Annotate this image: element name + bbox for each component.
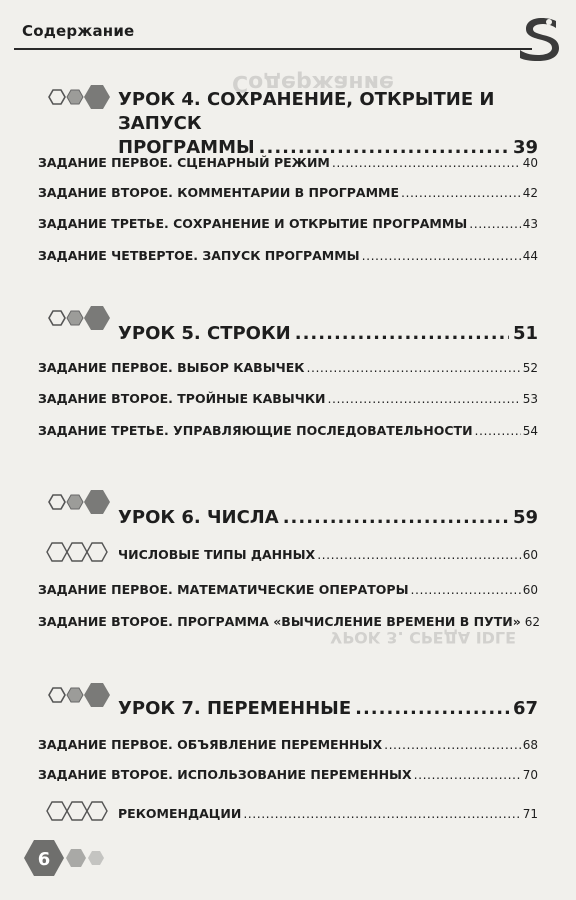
toc-entry[interactable] [38, 155, 538, 170]
entry-page-number: 71 [522, 807, 538, 821]
leader-dots [307, 360, 521, 375]
leader-dots [355, 697, 509, 721]
lesson-title: УРОК 6. ЧИСЛА [118, 507, 279, 528]
s-logo-icon [512, 12, 562, 62]
lesson-title-row [118, 322, 538, 346]
entry-title: ЗАДАНИЕ ПЕРВОЕ. ОБЪЯВЛЕНИЕ ПЕРЕМЕННЫХ [38, 737, 383, 752]
toc-entry[interactable] [38, 391, 538, 406]
entry-page-number: 62 [524, 615, 541, 629]
lesson-title-row [118, 697, 538, 721]
hexagon-outline-icon [44, 796, 110, 826]
lesson-page-number: 51 [512, 323, 538, 344]
toc-entry[interactable] [38, 582, 538, 597]
hexagon-cluster-icon [46, 303, 112, 333]
lesson-5-heading [118, 322, 538, 346]
entry-title: ЗАДАНИЕ ВТОРОЕ. ТРОЙНЫЕ КАВЫЧКИ [38, 391, 326, 406]
entry-title: РЕКОМЕНДАЦИИ [118, 806, 242, 821]
toc-entry[interactable] [38, 737, 538, 752]
lesson-6-heading [118, 506, 538, 530]
entry-page-number: 60 [522, 548, 538, 562]
entry-title: ЗАДАНИЕ ТРЕТЬЕ. СОХРАНЕНИЕ И ОТКРЫТИЕ ПРОГРАММЫ [38, 216, 468, 231]
leader-dots [328, 391, 521, 406]
toc-entry[interactable] [38, 360, 538, 375]
toc-entry[interactable] [38, 248, 538, 263]
lesson-title: УРОК 7. ПЕРЕМЕННЫЕ [118, 698, 352, 719]
toc-entry[interactable] [38, 185, 538, 200]
leader-dots [295, 322, 509, 346]
page-number: 6 [37, 849, 51, 870]
entry-title: ЗАДАНИЕ ВТОРОЕ. ИСПОЛЬЗОВАНИЕ ПЕРЕМЕННЫХ [38, 767, 412, 782]
entry-title: ЧИСЛОВЫЕ ТИПЫ ДАННЫХ [118, 547, 316, 562]
entry-page-number: 43 [522, 217, 538, 231]
entry-page-number: 44 [522, 249, 538, 263]
entry-page-number: 54 [522, 424, 538, 438]
leader-dots [401, 185, 521, 200]
show-through-text: Содержание [232, 70, 394, 95]
entry-title: ЗАДАНИЕ ВТОРОЕ. ПРОГРАММА «ВЫЧИСЛЕНИЕ ВРЕМЕНИ В ПУТИ» [38, 614, 521, 629]
leader-dots [469, 216, 520, 231]
toc-entry[interactable] [38, 767, 538, 782]
entry-page-number: 52 [522, 361, 538, 375]
leader-dots [414, 767, 521, 782]
leader-dots [384, 737, 521, 752]
entry-page-number: 68 [522, 738, 538, 752]
hexagon-cluster-icon [46, 487, 112, 517]
entry-page-number: 60 [522, 583, 538, 597]
entry-page-number: 42 [522, 186, 538, 200]
lesson-title: УРОК 5. СТРОКИ [118, 323, 291, 344]
leader-dots [243, 806, 520, 821]
show-through-text: УРОК 3. СРЕДА IDLE [330, 628, 517, 647]
hexagon-outline-icon [44, 537, 110, 567]
entry-title: ЗАДАНИЕ ПЕРВОЕ. МАТЕМАТИЧЕСКИЕ ОПЕРАТОРЫ [38, 582, 409, 597]
toc-entry[interactable] [118, 547, 538, 562]
leader-dots [317, 547, 521, 562]
lesson-4-heading [118, 88, 538, 160]
leader-dots [332, 155, 521, 170]
toc-entry[interactable] [38, 216, 538, 231]
lesson-page-number: 59 [512, 507, 538, 528]
entry-title: ЗАДАНИЕ ТРЕТЬЕ. УПРАВЛЯЮЩИЕ ПОСЛЕДОВАТЕЛЬНОСТИ [38, 423, 473, 438]
leader-dots [411, 582, 521, 597]
entry-title: ЗАДАНИЕ ВТОРОЕ. КОММЕНТАРИИ В ПРОГРАММЕ [38, 185, 399, 200]
entry-page-number: 70 [522, 768, 538, 782]
lesson-page-number: 39 [512, 137, 538, 158]
lesson-page-number: 67 [512, 698, 538, 719]
toc-entry[interactable] [38, 423, 538, 438]
lesson-title-row [118, 506, 538, 530]
lesson-title: УРОК 4. СОХРАНЕНИЕ, ОТКРЫТИЕ И ЗАПУСК [118, 89, 495, 134]
entry-title: ЗАДАНИЕ ПЕРВОЕ. СЦЕНАРНЫЙ РЕЖИМ [38, 155, 330, 170]
toc-entry[interactable] [38, 614, 541, 629]
page-number-badge [22, 836, 112, 880]
entry-page-number: 53 [522, 392, 538, 406]
entry-page-number: 40 [522, 156, 538, 170]
leader-dots [283, 506, 509, 530]
header-rule [14, 48, 532, 50]
toc-entry[interactable] [118, 806, 538, 821]
entry-title: ЗАДАНИЕ ПЕРВОЕ. ВЫБОР КАВЫЧЕК [38, 360, 305, 375]
leader-dots [362, 248, 521, 263]
lesson-7-heading [118, 697, 538, 721]
hexagon-cluster-icon [46, 82, 112, 112]
hexagon-cluster-icon [46, 680, 112, 710]
running-header-title: Содержание [22, 22, 135, 40]
leader-dots [475, 423, 521, 438]
entry-title: ЗАДАНИЕ ЧЕТВЕРТОЕ. ЗАПУСК ПРОГРАММЫ [38, 248, 360, 263]
lesson-title-cont: ПРОГРАММЫ [118, 137, 255, 158]
